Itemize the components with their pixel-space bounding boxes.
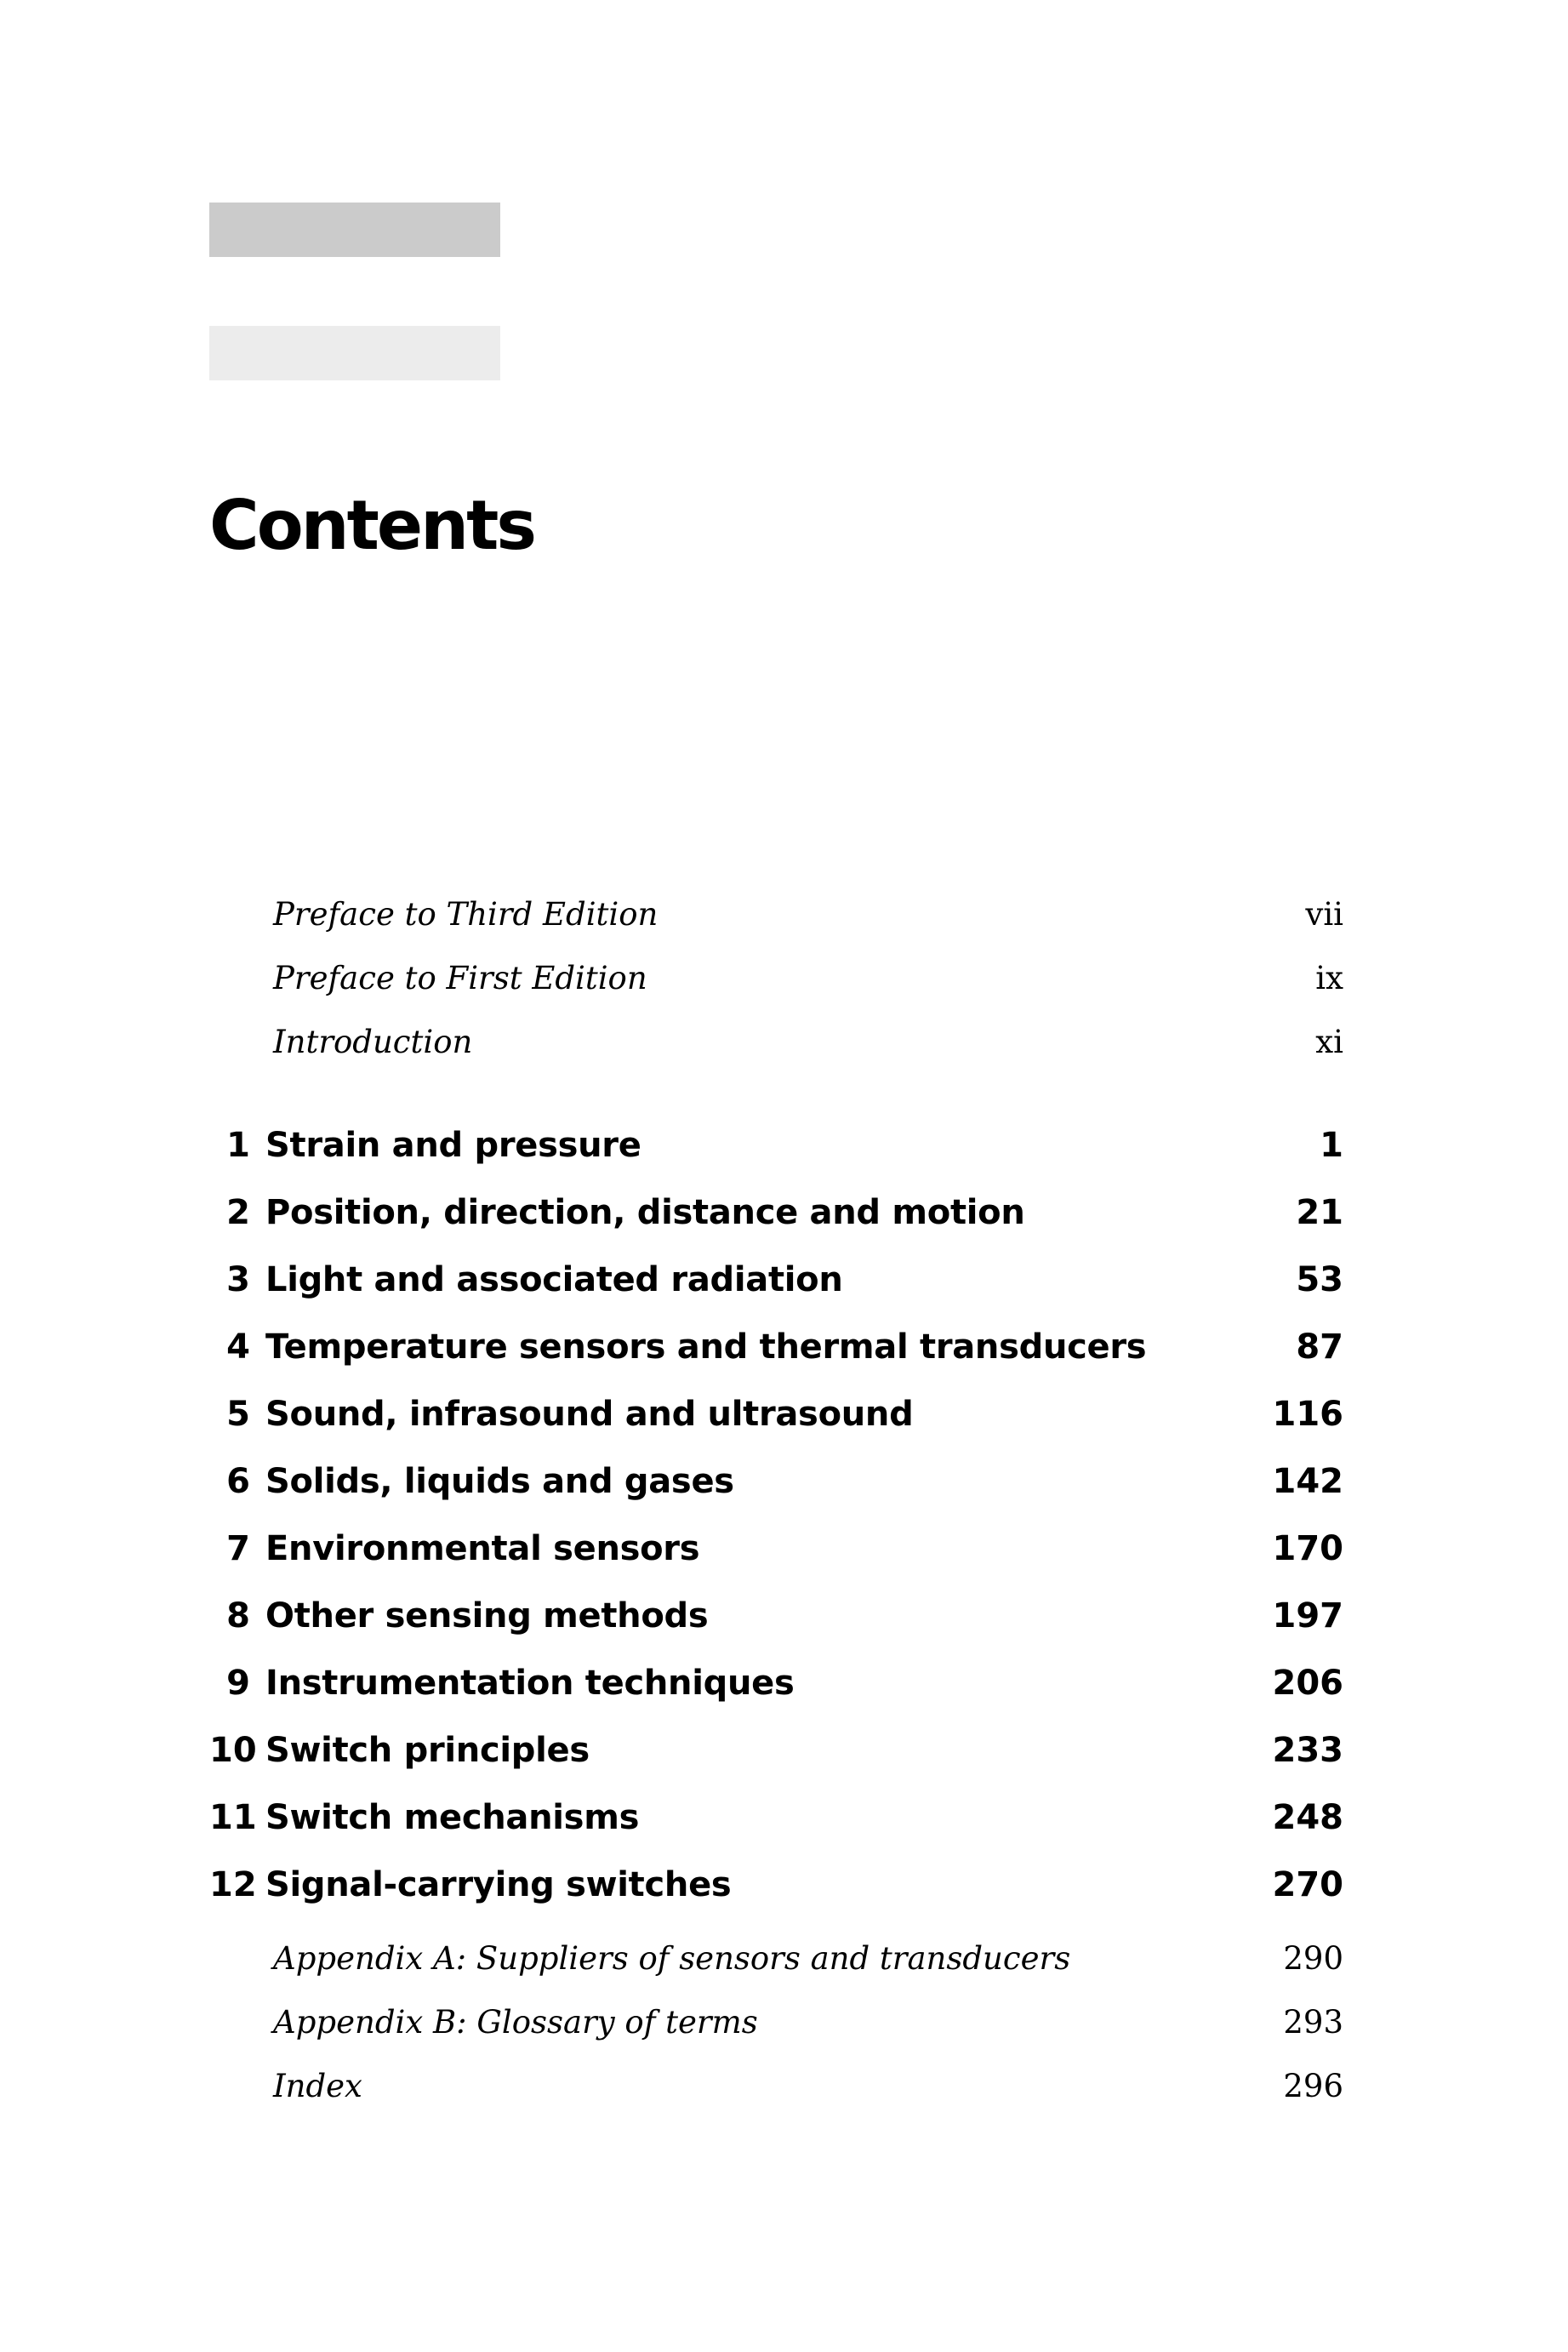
- toc-back-label: Appendix A: Suppliers of sensors and transducers: [273, 1940, 1071, 1977]
- chapter-number: 6: [226, 1462, 250, 1501]
- toc-back-page: 293: [1283, 2004, 1343, 2041]
- chapter-number: 1: [226, 1126, 250, 1165]
- toc-chapter-row: [209, 1193, 1343, 1244]
- toc-chapter-row: [209, 1865, 1343, 1916]
- toc-chapter-row: [209, 1126, 1343, 1177]
- chapter-number: 3: [226, 1260, 250, 1299]
- toc-chapter-row: [209, 1731, 1343, 1782]
- toc-back-label: Appendix B: Glossary of terms: [273, 2004, 758, 2041]
- chapter-title: Strain and pressure: [265, 1126, 641, 1165]
- chapter-title: Sound, infrasound and ultrasound: [265, 1395, 914, 1434]
- chapter-page: 270: [1272, 1865, 1343, 1904]
- chapter-number: 9: [226, 1664, 250, 1703]
- toc-chapter-row: [209, 1664, 1343, 1715]
- toc-back-item: [209, 1940, 1343, 1991]
- chapter-number: 5: [226, 1395, 250, 1434]
- toc-front-label: Preface to First Edition: [273, 960, 647, 996]
- chapter-page: 87: [1296, 1327, 1343, 1367]
- toc-back-item: [209, 2004, 1343, 2055]
- toc-back-label: Index: [273, 2068, 362, 2104]
- chapter-number: 12: [209, 1865, 257, 1904]
- toc-chapter-row: [209, 1596, 1343, 1647]
- chapter-page: 21: [1296, 1193, 1343, 1232]
- toc-front-item: [209, 960, 1343, 1011]
- chapter-page: 206: [1272, 1664, 1343, 1703]
- chapter-title: Other sensing methods: [265, 1596, 709, 1636]
- chapter-page: 53: [1296, 1260, 1343, 1299]
- toc-back-item: [209, 2068, 1343, 2119]
- chapter-number: 11: [209, 1798, 257, 1837]
- chapter-page: 248: [1272, 1798, 1343, 1837]
- toc-chapter-row: [209, 1327, 1343, 1379]
- chapter-title: Position, direction, distance and motion: [265, 1193, 1025, 1232]
- chapter-title: Instrumentation techniques: [265, 1664, 795, 1703]
- toc-chapter-row: [209, 1798, 1343, 1849]
- toc-back-page: 296: [1283, 2068, 1343, 2104]
- toc-front-label: Introduction: [273, 1024, 473, 1060]
- chapter-title: Switch mechanisms: [265, 1798, 640, 1837]
- chapter-page: 233: [1272, 1731, 1343, 1770]
- toc-front-label: Preface to Third Edition: [273, 896, 659, 933]
- toc-front-page: xi: [1315, 1024, 1343, 1060]
- chapter-page: 142: [1272, 1462, 1343, 1501]
- toc-chapter-row: [209, 1529, 1343, 1580]
- chapter-title: Signal-carrying switches: [265, 1865, 732, 1904]
- chapter-page: 170: [1272, 1529, 1343, 1568]
- chapter-page: 197: [1272, 1596, 1343, 1636]
- chapter-number: 7: [226, 1529, 250, 1568]
- decorative-bar-dark: [209, 203, 500, 257]
- chapter-title: Switch principles: [265, 1731, 590, 1770]
- page-title: Contents: [209, 486, 534, 565]
- chapter-title: Solids, liquids and gases: [265, 1462, 734, 1501]
- toc-chapter-row: [209, 1395, 1343, 1446]
- toc-front-page: ix: [1315, 960, 1343, 996]
- chapter-page: 1: [1320, 1126, 1343, 1165]
- chapter-title: Temperature sensors and thermal transducers: [265, 1327, 1147, 1367]
- toc-chapter-row: [209, 1260, 1343, 1311]
- chapter-page: 116: [1272, 1395, 1343, 1434]
- chapter-number: 10: [209, 1731, 257, 1770]
- chapter-title: Environmental sensors: [265, 1529, 700, 1568]
- toc-front-page: vii: [1305, 896, 1343, 933]
- chapter-number: 2: [226, 1193, 250, 1232]
- toc-front-item: [209, 896, 1343, 947]
- chapter-title: Light and associated radiation: [265, 1260, 843, 1299]
- toc-chapter-row: [209, 1462, 1343, 1513]
- toc-back-page: 290: [1283, 1940, 1343, 1977]
- toc-front-item: [209, 1024, 1343, 1075]
- decorative-bar-light: [209, 326, 500, 380]
- chapter-number: 8: [226, 1596, 250, 1636]
- chapter-number: 4: [226, 1327, 250, 1367]
